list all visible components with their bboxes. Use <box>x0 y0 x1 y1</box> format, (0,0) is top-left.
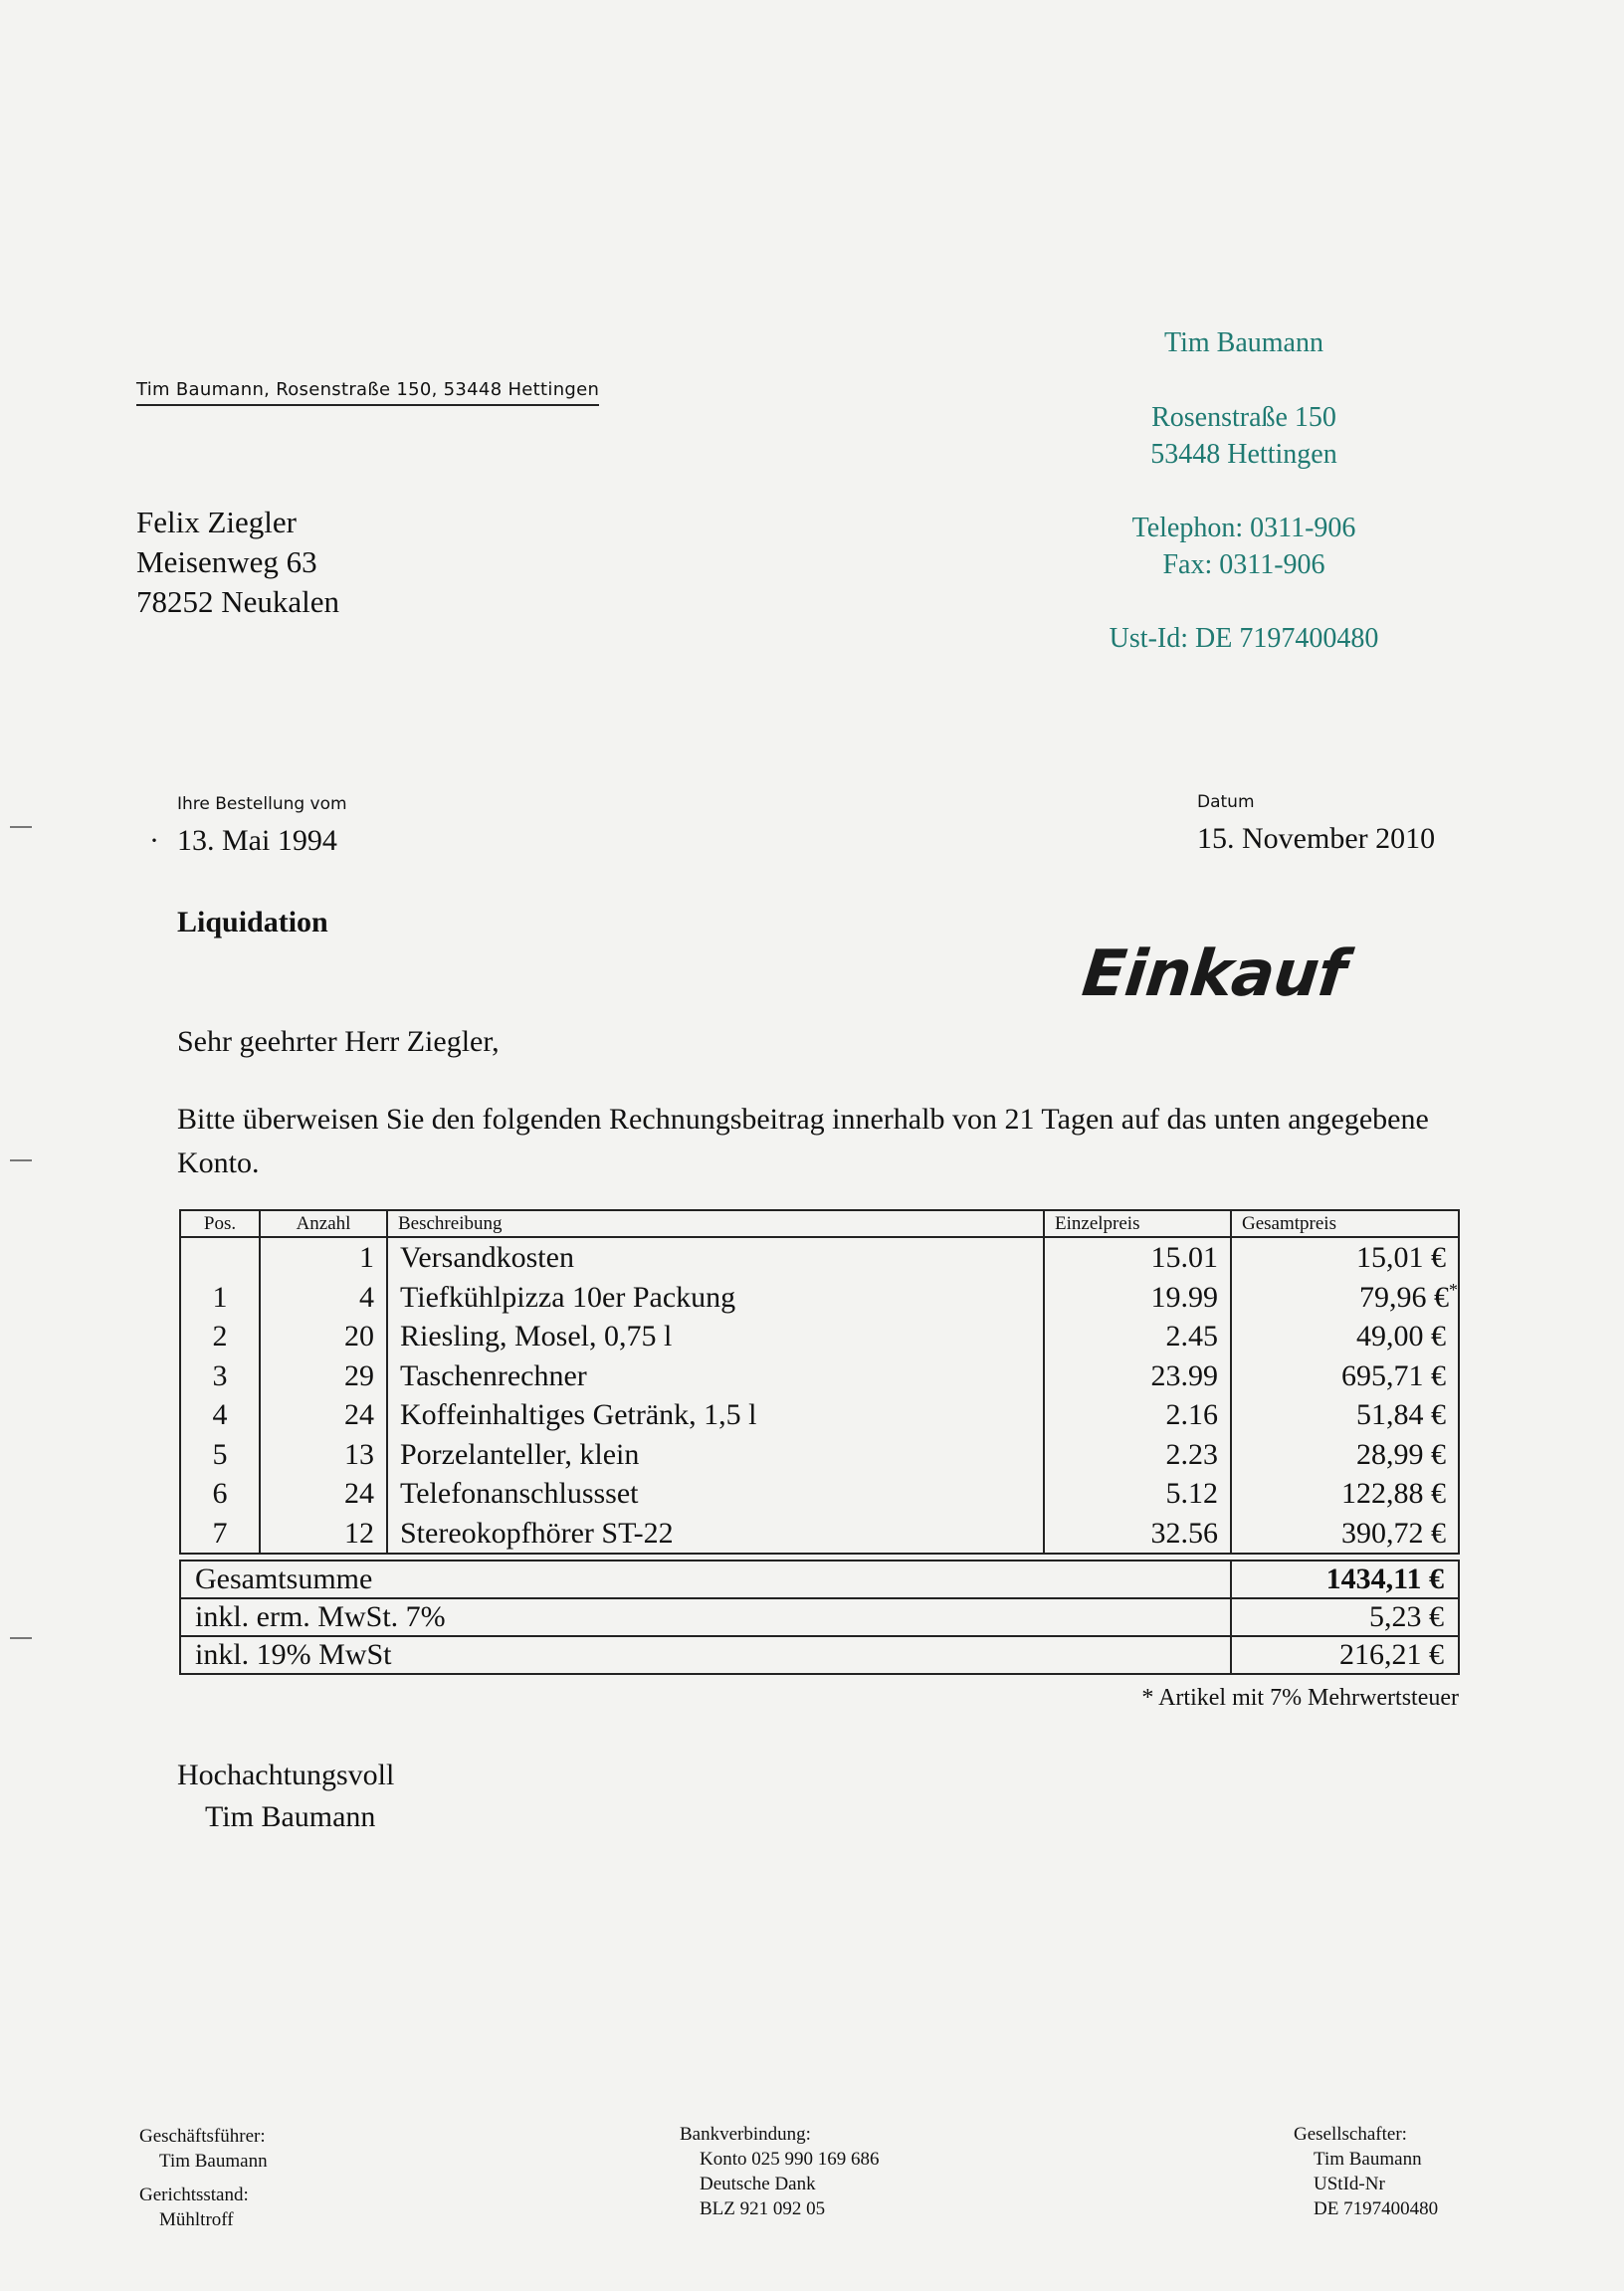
total-value: 15,01 € <box>1356 1241 1446 1275</box>
cell-qty: 1 <box>260 1237 387 1278</box>
letterhead-city: 53448 Hettingen <box>1150 439 1337 470</box>
totals-label: inkl. 19% MwSt <box>180 1636 1231 1674</box>
table-row <box>180 1317 1459 1356</box>
margin-dot: · <box>149 824 159 857</box>
cell-unit: 2.23 <box>1044 1435 1231 1475</box>
table-header-row <box>180 1210 1459 1237</box>
table-row <box>180 1435 1459 1475</box>
footnote: * Artikel mit 7% Mehrwertsteuer <box>1141 1685 1459 1711</box>
date-label: Datum <box>1197 792 1255 812</box>
totals-row-sum <box>180 1561 1459 1598</box>
recipient-street: Meisenweg 63 <box>136 544 317 579</box>
total-value: 51,84 € <box>1356 1398 1446 1432</box>
footer-partners <box>1294 2122 1438 2221</box>
total-value: 122,88 € <box>1341 1477 1446 1511</box>
cell-total <box>1231 1317 1459 1356</box>
total-value: 49,00 € <box>1356 1320 1446 1354</box>
cell-total <box>1231 1237 1459 1278</box>
items-table <box>179 1209 1460 1555</box>
cell-pos: 7 <box>180 1514 260 1555</box>
intro-text: Bitte überweisen Sie den folgenden Rechnungsbeitrag innerhalb von 21 Tagen auf das unten angegebene Konto. <box>177 1103 1429 1179</box>
letterhead-street: Rosenstraße 150 <box>1151 402 1336 433</box>
cell-pos: 4 <box>180 1395 260 1435</box>
cell-desc: Telefonanschlussset <box>387 1474 1044 1514</box>
cell-total <box>1231 1514 1459 1555</box>
cell-desc: Taschenrechner <box>387 1356 1044 1396</box>
court-label: Gerichtsstand: <box>139 2185 249 2205</box>
bank-blz: BLZ 921 092 05 <box>700 2198 826 2219</box>
partner-name: Tim Baumann <box>1314 2149 1422 2170</box>
ceo-label: Geschäftsführer: <box>139 2126 266 2147</box>
greeting: Sehr geehrter Herr Ziegler, <box>177 1025 500 1058</box>
closing-name: Tim Baumann <box>205 1800 376 1833</box>
total-value: 695,71 € <box>1341 1358 1446 1392</box>
date-value: 15. November 2010 <box>1197 822 1436 855</box>
cell-unit: 23.99 <box>1044 1356 1231 1396</box>
header-total: Gesamtpreis <box>1231 1210 1459 1237</box>
cell-pos: 5 <box>180 1435 260 1475</box>
table-row <box>180 1395 1459 1435</box>
totals-label: Gesamtsumme <box>180 1561 1231 1598</box>
punch-mark <box>10 1159 32 1161</box>
cell-unit: 2.16 <box>1044 1395 1231 1435</box>
totals-value: 5,23 € <box>1231 1598 1459 1636</box>
closing <box>177 1755 394 1838</box>
total-value: 390,72 € <box>1341 1516 1446 1550</box>
partner-label: Gesellschafter: <box>1294 2124 1407 2145</box>
cell-total <box>1231 1435 1459 1475</box>
fold-mark <box>10 1637 32 1639</box>
letterhead-fax: Fax: 0311-906 <box>1162 549 1325 580</box>
totals-row-vat19 <box>180 1636 1459 1674</box>
totals-value: 216,21 € <box>1231 1636 1459 1674</box>
cell-desc: Koffeinhaltiges Getränk, 1,5 l <box>387 1395 1044 1435</box>
vat-number: DE 7197400480 <box>1314 2198 1439 2219</box>
cell-qty: 4 <box>260 1278 387 1318</box>
table-row <box>180 1237 1459 1278</box>
table-row <box>180 1474 1459 1514</box>
order-date: 13. Mai 1994 <box>177 824 337 857</box>
cell-pos: 3 <box>180 1356 260 1396</box>
total-value: 79,96 € <box>1359 1280 1449 1314</box>
cell-total <box>1231 1474 1459 1514</box>
cell-total <box>1231 1356 1459 1396</box>
cell-total <box>1231 1278 1459 1318</box>
total-value: 28,99 € <box>1356 1437 1446 1471</box>
cell-desc: Versandkosten <box>387 1237 1044 1278</box>
cell-unit: 19.99 <box>1044 1278 1231 1318</box>
cell-total <box>1231 1395 1459 1435</box>
totals-label: inkl. erm. MwSt. 7% <box>180 1598 1231 1636</box>
table-row <box>180 1356 1459 1396</box>
header-qty: Anzahl <box>260 1210 387 1237</box>
cell-qty: 20 <box>260 1317 387 1356</box>
cell-pos: 2 <box>180 1317 260 1356</box>
recipient-city: 78252 Neukalen <box>136 584 340 619</box>
header-pos: Pos. <box>180 1210 260 1237</box>
cell-unit: 5.12 <box>1044 1474 1231 1514</box>
letterhead-vat: Ust-Id: DE 7197400480 <box>1109 623 1379 654</box>
subject: Liquidation <box>177 906 328 938</box>
cell-desc: Stereokopfhörer ST-22 <box>387 1514 1044 1555</box>
header-unit: Einzelpreis <box>1044 1210 1231 1237</box>
ceo-name: Tim Baumann <box>159 2151 268 2172</box>
cell-desc: Porzelanteller, klein <box>387 1435 1044 1475</box>
cell-pos: 6 <box>180 1474 260 1514</box>
letterhead-phone: Telephon: 0311-906 <box>1131 513 1356 543</box>
vat-marker: * <box>1449 1279 1458 1300</box>
recipient-address <box>136 503 339 622</box>
closing-phrase: Hochachtungsvoll <box>177 1759 395 1791</box>
bank-account: Konto 025 990 169 686 <box>700 2149 880 2170</box>
cell-qty: 24 <box>260 1395 387 1435</box>
stamp: Einkauf <box>1079 937 1349 1011</box>
cell-unit: 32.56 <box>1044 1514 1231 1555</box>
cell-desc: Tiefkühlpizza 10er Packung <box>387 1278 1044 1318</box>
fold-mark <box>10 826 32 828</box>
footer-management <box>139 2124 268 2232</box>
bank-label: Bankverbindung: <box>680 2124 811 2145</box>
order-date-label: Ihre Bestellung vom <box>177 794 347 814</box>
letterhead <box>1055 324 1433 657</box>
vat-label: UStId-Nr <box>1314 2174 1385 2194</box>
cell-unit: 15.01 <box>1044 1237 1231 1278</box>
letterhead-name: Tim Baumann <box>1164 327 1323 358</box>
cell-qty: 12 <box>260 1514 387 1555</box>
cell-desc: Riesling, Mosel, 0,75 l <box>387 1317 1044 1356</box>
bank-name: Deutsche Dank <box>700 2174 816 2194</box>
court-name: Mühltroff <box>159 2209 234 2230</box>
totals-table <box>179 1560 1460 1675</box>
cell-qty: 13 <box>260 1435 387 1475</box>
table-row <box>180 1514 1459 1555</box>
table-row <box>180 1278 1459 1318</box>
cell-unit: 2.45 <box>1044 1317 1231 1356</box>
cell-qty: 24 <box>260 1474 387 1514</box>
footer-bank <box>680 2122 880 2221</box>
sender-return-address: Tim Baumann, Rosenstraße 150, 53448 Hettingen <box>136 379 599 406</box>
cell-pos <box>180 1237 260 1278</box>
cell-qty: 29 <box>260 1356 387 1396</box>
header-desc: Beschreibung <box>387 1210 1044 1237</box>
totals-value: 1434,11 € <box>1231 1561 1459 1598</box>
totals-row-vat7 <box>180 1598 1459 1636</box>
recipient-name: Felix Ziegler <box>136 505 297 539</box>
cell-pos: 1 <box>180 1278 260 1318</box>
